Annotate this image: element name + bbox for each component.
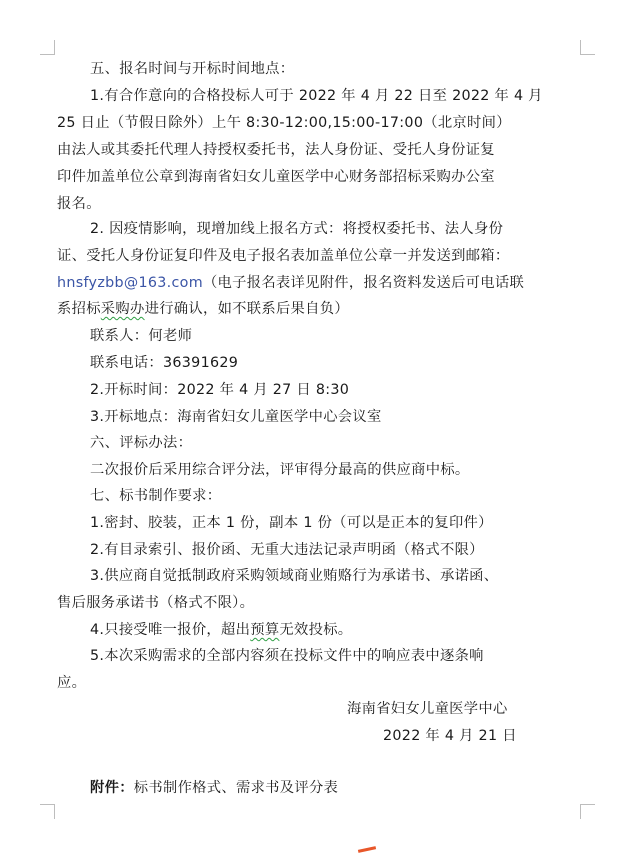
requirement-item <box>90 621 352 639</box>
paragraph-line <box>57 300 349 318</box>
requirement-item: 5.本次采购需求的全部内容须在投标文件中的响应表中逐条响 <box>90 648 484 664</box>
paragraph-line: 售后服务承诺书（格式不限）。 <box>57 595 255 611</box>
contact-person: 联系人：何老师 <box>90 328 193 344</box>
paragraph-line: 1.有合作意向的合格投标人可于 2022 年 4 月 22 日至 2022 年 4 月 <box>90 88 543 104</box>
requirement-item: 2.有目录索引、报价函、无重大违法记录声明函（格式不限） <box>90 542 484 558</box>
attachment-line <box>90 779 338 797</box>
section-six-heading: 六、评标办法： <box>90 435 193 451</box>
section-five-heading: 五、报名时间与开标时间地点： <box>90 61 295 77</box>
attachment-text: 标书制作格式、需求书及评分表 <box>133 780 339 796</box>
text-span: 进行确认，如不联系后果自负） <box>144 301 349 317</box>
signature-organization: 海南省妇女儿童医学中心 <box>347 701 508 717</box>
email-line <box>57 274 524 292</box>
corner-mark-bottom-right <box>580 804 595 819</box>
requirement-item: 3.供应商自觉抵制政府采购领域商业贿赂行为承诺书、承诺函、 <box>90 568 499 584</box>
requirement-item: 1.密封、胶装，正本 1 份，副本 1 份（可以是正本的复印件） <box>90 515 493 531</box>
paragraph-line: 2. 因疫情影响，现增加线上报名方式：将授权委托书、法人身份 <box>90 221 504 237</box>
contact-phone: 联系电话：36391629 <box>90 355 239 371</box>
email-link[interactable]: hnsfyzbb@163.com <box>57 275 203 291</box>
spellcheck-span: 采购办 <box>100 301 145 317</box>
text-span: 无效投标。 <box>279 622 353 638</box>
text-span: 4.只接受唯一报价，超出 <box>90 622 251 638</box>
paragraph-line: 由法人或其委托代理人持授权委托书，法人身份证、受托人身份证复 <box>57 142 495 158</box>
paragraph-line: 二次报价后采用综合评分法，评审得分最高的供应商中标。 <box>90 462 470 478</box>
red-stroke-mark <box>358 846 376 853</box>
paragraph-line: 应。 <box>57 675 87 691</box>
corner-mark-top-left <box>40 40 55 55</box>
corner-mark-top-right <box>580 40 595 55</box>
paragraph-line: 印件加盖单位公章到海南省妇女儿童医学中心财务部招标采购办公室 <box>57 169 495 185</box>
attachment-label: 附件： <box>90 780 134 796</box>
email-note: （电子报名表详见附件，报名资料发送后可电话联 <box>202 275 525 291</box>
section-seven-heading: 七、标书制作要求： <box>90 488 222 504</box>
paragraph-line: 证、受托人身份证复印件及电子报名表加盖单位公章一并发送到邮箱： <box>57 248 510 264</box>
signature-date: 2022 年 4 月 21 日 <box>383 728 517 744</box>
opening-location: 3.开标地点：海南省妇女儿童医学中心会议室 <box>90 409 382 425</box>
spellcheck-span: 预算 <box>250 622 280 638</box>
text-span: 系招标 <box>57 301 101 317</box>
paragraph-line: 25 日止（节假日除外）上午 8:30-12:00,15:00-17:00（北京时间） <box>57 115 511 131</box>
corner-mark-bottom-left <box>40 804 55 819</box>
paragraph-line: 报名。 <box>57 196 101 212</box>
opening-time: 2.开标时间：2022 年 4 月 27 日 8:30 <box>90 382 350 398</box>
